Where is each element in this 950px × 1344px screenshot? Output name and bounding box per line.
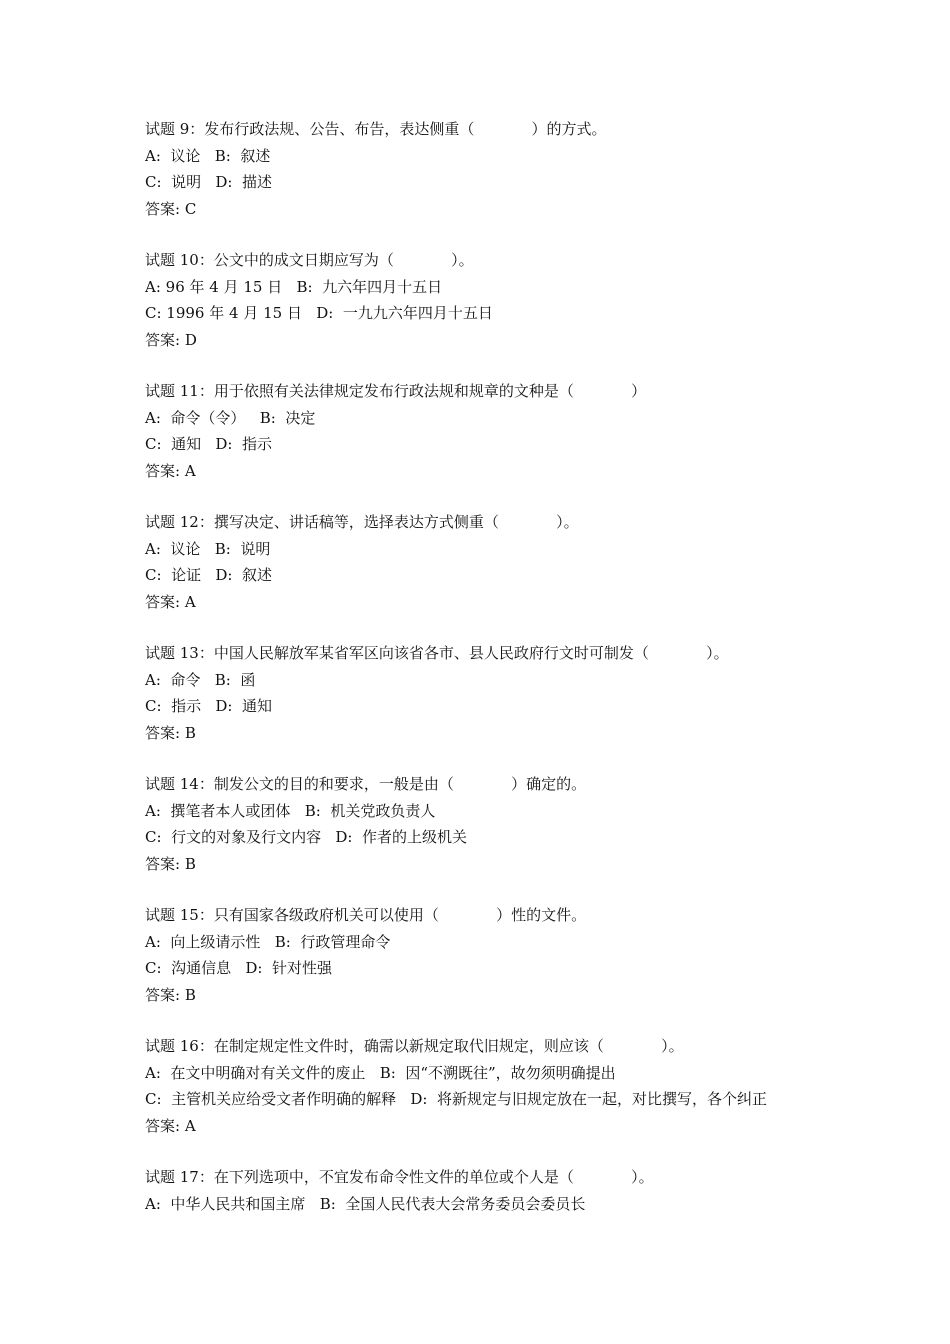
answer: 答案: D xyxy=(145,330,197,349)
options-c-d: C: 通知 D: 指示 xyxy=(145,435,272,453)
question-9 xyxy=(145,116,820,222)
options-a-b: A: 96 年 4 月 15 日 B: 九六年四月十五日 xyxy=(145,277,443,296)
options-c-d: C: 指示 D: 通知 xyxy=(145,697,272,715)
question-title: 试题 11：用于依照有关法律规定发布行政法规和规章的文种是（ ） xyxy=(145,382,647,400)
answer: 答案: A xyxy=(145,461,196,480)
options-a-b: A: 命令 B: 函 xyxy=(145,670,256,689)
exam-document xyxy=(145,116,820,1242)
question-title: 试题 13：中国人民解放军某省军区向该省各市、县人民政府行文时可制发（ ）。 xyxy=(145,644,729,662)
question-12 xyxy=(145,509,820,615)
answer: 答案: B xyxy=(145,854,196,873)
answer: 答案: A xyxy=(145,592,196,611)
options-c-d: C: 说明 D: 描述 xyxy=(145,173,272,191)
options-a-b: A: 中华人民共和国主席 B: 全国人民代表大会常务委员会委员长 xyxy=(145,1194,586,1213)
options-c-d: C: 主管机关应给受文者作明确的解释 D: 将新规定与旧规定放在一起，对比撰写，各个纠正 xyxy=(145,1090,767,1108)
options-c-d: C: 行文的对象及行文内容 D: 作者的上级机关 xyxy=(145,828,467,846)
question-title: 试题 15：只有国家各级政府机关可以使用（ ）性的文件。 xyxy=(145,906,587,924)
answer: 答案: B xyxy=(145,985,196,1004)
question-13 xyxy=(145,640,820,746)
options-a-b: A: 命令（令） B: 决定 xyxy=(145,408,316,427)
question-title: 试题 12：撰写决定、讲话稿等，选择表达方式侧重（ ）。 xyxy=(145,513,579,531)
options-a-b: A: 向上级请示性 B: 行政管理命令 xyxy=(145,932,391,951)
options-c-d: C: 沟通信息 D: 针对性强 xyxy=(145,959,332,977)
answer: 答案: A xyxy=(145,1116,196,1135)
question-title: 试题 10：公文中的成文日期应写为（ ）。 xyxy=(145,251,474,269)
options-c-d: C: 1996 年 4 月 15 日 D: 一九九六年四月十五日 xyxy=(145,304,493,322)
question-11 xyxy=(145,378,820,484)
question-title: 试题 14：制发公文的目的和要求，一般是由（ ）确定的。 xyxy=(145,775,587,793)
answer: 答案: B xyxy=(145,723,196,742)
options-a-b: A: 在文中明确对有关文件的废止 B: 因“不溯既往”，故勿须明确提出 xyxy=(145,1063,616,1082)
options-a-b: A: 议论 B: 叙述 xyxy=(145,146,271,165)
question-14 xyxy=(145,771,820,877)
question-17 xyxy=(145,1164,820,1217)
question-10 xyxy=(145,247,820,353)
question-15 xyxy=(145,902,820,1008)
question-title: 试题 17：在下列选项中，不宜发布命令性文件的单位或个人是（ ）。 xyxy=(145,1168,654,1186)
options-a-b: A: 撰笔者本人或团体 B: 机关党政负责人 xyxy=(145,801,436,820)
options-c-d: C: 论证 D: 叙述 xyxy=(145,566,272,584)
question-title: 试题 16：在制定规定性文件时，确需以新规定取代旧规定，则应该（ ）。 xyxy=(145,1037,684,1055)
answer: 答案: C xyxy=(145,199,197,218)
question-title: 试题 9：发布行政法规、公告、布告，表达侧重（ ）的方式。 xyxy=(145,120,607,138)
question-16 xyxy=(145,1033,820,1139)
options-a-b: A: 议论 B: 说明 xyxy=(145,539,271,558)
